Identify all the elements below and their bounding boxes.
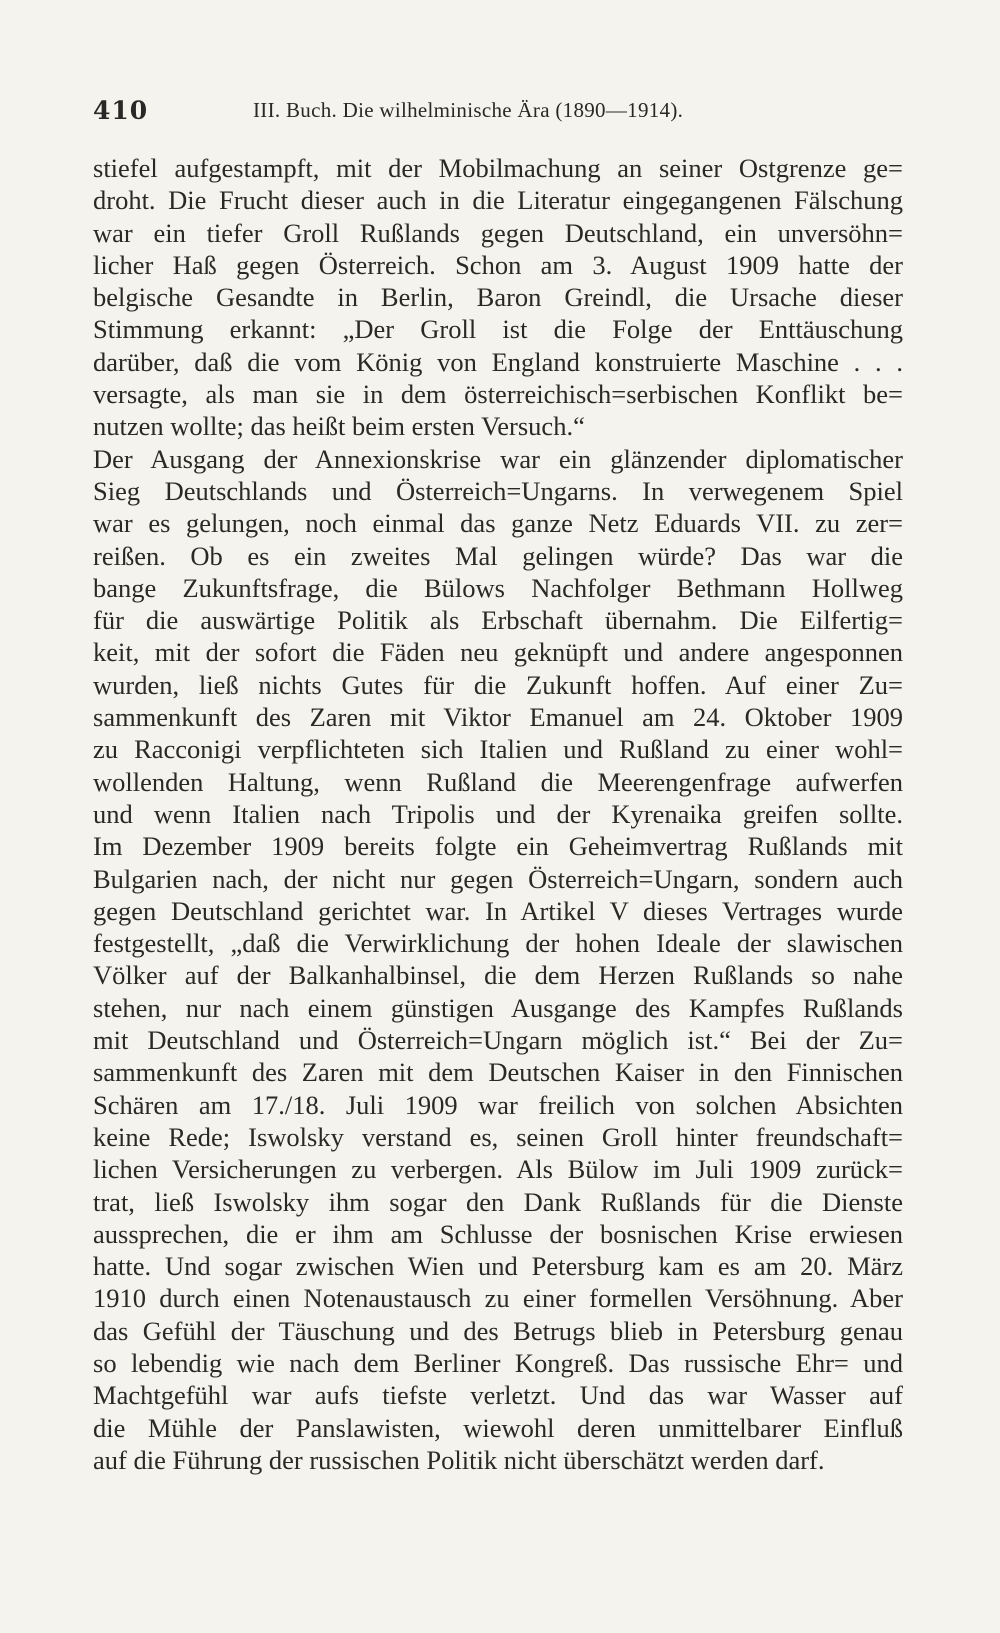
text-line: versagte, als man sie in dem österreichisch=serbischen Konflikt be= [93, 379, 903, 410]
text-line: Der Ausgang der Annexionskrise war ein glänzender diplomatischer [93, 443, 903, 474]
text-line: 1910 durch einen Notenaustausch zu einer formellen Versöhnung. Aber [93, 1283, 903, 1314]
text-line: darüber, daß die vom König von England konstruierte Maschine . . . [93, 346, 903, 377]
text-line: aussprechen, die er ihm am Schlusse der bosnischen Krise erwiesen [93, 1218, 903, 1249]
text-line: sammenkunft des Zaren mit dem Deutschen Kaiser in den Finnischen [93, 1057, 903, 1088]
text-line: auf die Führung der russischen Politik nicht überschätzt werden darf. [93, 1444, 825, 1475]
text-line: belgische Gesandte in Berlin, Baron Greindl, die Ursache dieser [93, 282, 903, 313]
text-line: stehen, nur nach einem günstigen Ausgange des Kampfes Rußlands [93, 992, 903, 1023]
text-line: mit Deutschland und Österreich=Ungarn möglich ist.“ Bei der Zu= [93, 1025, 903, 1056]
text-line: keit, mit der sofort die Fäden neu geknüpft und andere angesponnen [93, 637, 903, 668]
text-line: lichen Versicherungen zu verbergen. Als Bülow im Juli 1909 zurück= [93, 1154, 903, 1185]
text-line: Stimmung erkannt: „Der Groll ist die Folge der Enttäuschung [93, 314, 903, 345]
text-line: die Mühle der Panslawisten, wiewohl deren unmittelbarer Einfluß [93, 1412, 903, 1443]
text-line: Völker auf der Balkanhalbinsel, die dem Herzen Rußlands so nahe [93, 960, 903, 991]
text-line: nutzen wollte; das heißt beim ersten Versuch.“ [93, 411, 585, 442]
text-line: trat, ließ Iswolsky ihm sogar den Dank Rußlands für die Dienste [93, 1186, 903, 1217]
text-line: Schären am 17./18. Juli 1909 war freilich von solchen Absichten [93, 1089, 903, 1120]
text-line: Bulgarien nach, der nicht nur gegen Österreich=Ungarn, sondern auch [93, 863, 903, 894]
text-line: droht. Die Frucht dieser auch in die Literatur eingegangenen Fälschung [93, 185, 903, 216]
text-line: hatte. Und sogar zwischen Wien und Petersburg kam es am 20. März [93, 1251, 903, 1282]
text-line: war es gelungen, noch einmal das ganze Netz Eduards VII. zu zer= [93, 508, 903, 539]
running-head: III. Buch. Die wilhelminische Ära (1890—1914). [253, 98, 684, 122]
body-text [93, 152, 903, 1476]
text-line: reißen. Ob es ein zweites Mal gelingen würde? Das war die [93, 540, 903, 571]
text-line: Machtgefühl war aufs tiefste verletzt. Und das war Wasser auf [93, 1380, 903, 1411]
text-line: und wenn Italien nach Tripolis und der Kyrenaika greifen sollte. [93, 798, 903, 829]
text-line: zu Racconigi verpflichteten sich Italien und Rußland zu einer wohl= [93, 734, 903, 765]
page-header [93, 96, 903, 132]
text-line: das Gefühl der Täuschung und des Betrugs blieb in Petersburg genau [93, 1315, 903, 1346]
text-line: war ein tiefer Groll Rußlands gegen Deutschland, ein unversöhn= [93, 217, 903, 248]
text-line: sammenkunft des Zaren mit Viktor Emanuel am 24. Oktober 1909 [93, 702, 903, 733]
text-line: wurden, ließ nichts Gutes für die Zukunft hoffen. Auf einer Zu= [93, 669, 903, 700]
text-line: bange Zukunftsfrage, die Bülows Nachfolger Bethmann Hollweg [93, 572, 903, 603]
text-line: für die auswärtige Politik als Erbschaft übernahm. Die Eilfertig= [93, 605, 903, 636]
text-line: Im Dezember 1909 bereits folgte ein Geheimvertrag Rußlands mit [93, 831, 903, 862]
text-line: Sieg Deutschlands und Österreich=Ungarns. In verwegenem Spiel [93, 475, 903, 506]
text-line: licher Haß gegen Österreich. Schon am 3. August 1909 hatte der [93, 249, 903, 280]
text-line: keine Rede; Iswolsky verstand es, seinen Groll hinter freundschaft= [93, 1121, 903, 1152]
text-line: stiefel aufgestampft, mit der Mobilmachung an seiner Ostgrenze ge= [93, 153, 903, 183]
text-line: wollenden Haltung, wenn Rußland die Meerengenfrage aufwerfen [93, 766, 903, 797]
page-number: 410 [93, 96, 149, 125]
text-line: gegen Deutschland gerichtet war. In Artikel V dieses Vertrages wurde [93, 895, 903, 926]
text-line: so lebendig wie nach dem Berliner Kongreß. Das russische Ehr= und [93, 1347, 903, 1378]
text-line: festgestellt, „daß die Verwirklichung der hohen Ideale der slawischen [93, 928, 903, 959]
